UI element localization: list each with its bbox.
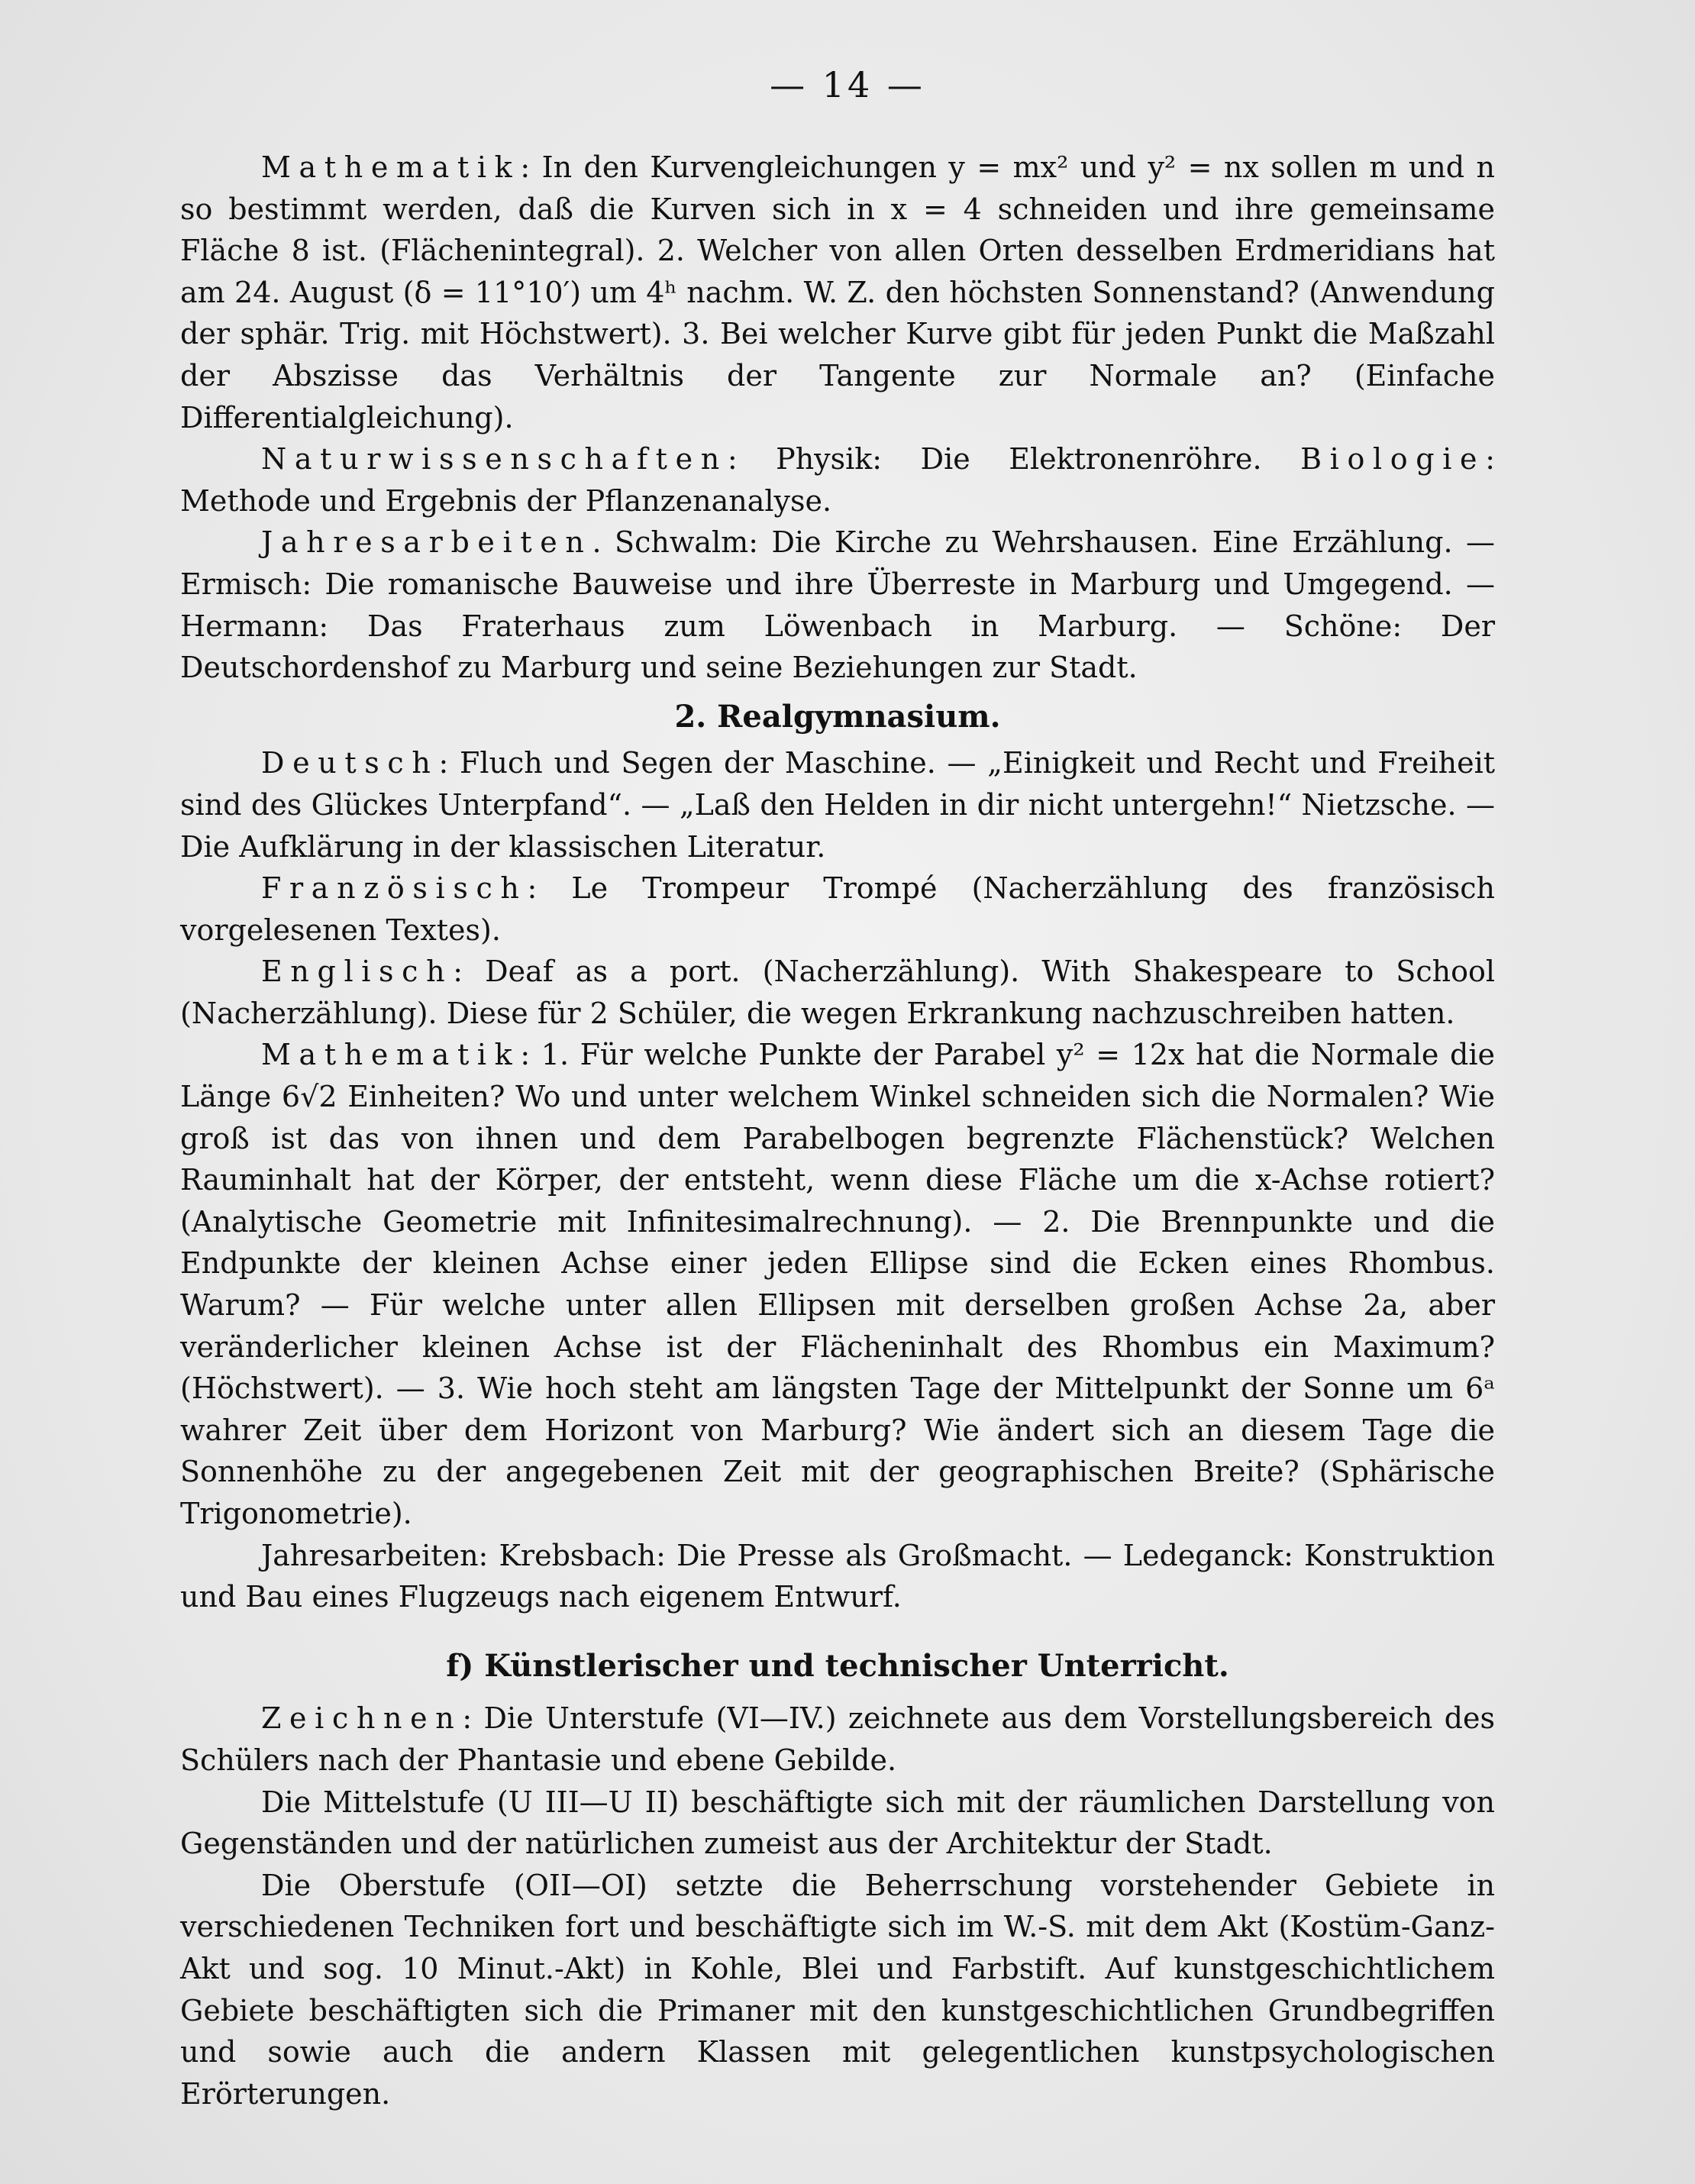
paragraph-text: : In den Kurvengleichungen y = mx² und y² = nx sollen m und n so bestimmt werden, daß die Kurven sich in x = 4 schneiden und ihre gemeinsame Fläche 8 ist. (Flächenintegral). 2. Welcher von allen Orten desselben Erdmeridians hat am 24. August (δ = 11°10′) um 4ʰ nachm. W. Z. den höchsten Sonnenstand? (Anwendung der sphär. Trig. mit Höchstwert). 3. Bei welcher Kurve gibt für jeden Punkt die Maßzahl der Abszisse das Verhältnis der Tangente zur Normale an? (Einfache Differentialgleichung). xyxy=(180,150,1495,435)
paragraph-jahresarbeiten-gymnasium xyxy=(180,522,1495,688)
paragraph-text: : Die Unterstufe (VI—IV.) zeichnete aus dem Vorstellungsbereich des Schülers nach der Phantasie und ebene Gebilde. xyxy=(180,1701,1495,1777)
subject-label: Jahresarbeiten xyxy=(261,1538,479,1572)
subject-label: Zeichnen xyxy=(261,1701,463,1736)
paragraph-text: : Le Trompeur Trompé (Nacherzählung des französisch vorgelesenen Textes). xyxy=(180,871,1495,947)
section-heading-kuenstlerisch: f) Künstlerischer und technischer Unterricht. xyxy=(446,1647,1229,1684)
paragraph-text: : Methode und Ergebnis der Pflanzenanalyse. xyxy=(180,442,1495,518)
paragraph-jahresarbeiten-realgymnasium xyxy=(180,1535,1495,1618)
subject-label: Jahresarbeiten xyxy=(261,525,592,560)
paragraph-mittelstufe: Die Mittelstufe (U III—U II) beschäftigte sich mit der räumlichen Darstellung von Gegenständen und der natürlichen zumeist aus der Architektur der Stadt. xyxy=(180,1785,1495,1861)
subject-label: Mathematik xyxy=(261,1038,521,1072)
paragraph-deutsch xyxy=(180,742,1495,867)
paragraph-englisch xyxy=(180,951,1495,1034)
subject-label: Englisch xyxy=(261,955,454,989)
paragraph-mathematik-realgymnasium xyxy=(180,1034,1495,1534)
paragraph-zeichnen xyxy=(180,1698,1495,1781)
subject-label: Mathematik xyxy=(261,150,521,184)
subject-label: Französisch xyxy=(261,871,528,906)
subject-label: Deutsch xyxy=(261,746,439,780)
page-number: — 14 — xyxy=(770,64,925,105)
paragraph-naturwissenschaften xyxy=(180,438,1495,522)
paragraph-oberstufe: Die Oberstufe (OII—OI) setzte die Beherrschung vorstehender Gebiete in verschiedenen Techniken fort und beschäftigte sich im W.-S. mit dem Akt (Kostüm-Ganz-Akt und sog. 10 Minut.-Akt) in Kohle, Blei und Farbstift. Auf kunstgeschichtlichem Gebiete beschäftigten sich die Primaner mit den kunstgeschichtlichen Grundbegriffen und sowie auch die andern Klassen mit gelegentlichen kunstpsychologischen Erörterungen. xyxy=(180,1868,1495,2111)
section-heading-realgymnasium: 2. Realgymnasium. xyxy=(674,698,1001,735)
body-text xyxy=(180,147,1495,2115)
paragraph-text: : Deaf as a port. (Nacherzählung). With Shakespeare to School (Nacherzählung). Diese für 2 Schüler, die wegen Erkrankung nachzuschreiben hatten. xyxy=(180,955,1495,1030)
subject-label: Biologie xyxy=(1300,442,1486,477)
paragraph-franzoesisch xyxy=(180,867,1495,951)
paragraph-text: : Krebsbach: Die Presse als Großmacht. — Ledeganck: Konstruktion und Bau eines Flugzeugs nach eigenem Entwurf. xyxy=(180,1538,1495,1614)
paragraph-text: . Schwalm: Die Kirche zu Wehrshausen. Eine Erzählung. — Ermisch: Die romanische Bauweise und ihre Überreste in Marburg und Umgegend. — Hermann: Das Fraterhaus zum Löwenbach in Marburg. — Schöne: Der Deutschordenshof zu Marburg und seine Beziehungen zur Stadt. xyxy=(180,525,1495,685)
paragraph-text: : Fluch und Segen der Maschine. — „Einigkeit und Recht und Freiheit sind des Glückes Unterpfand“. — „Laß den Helden in dir nicht untergehn!“ Nietzsche. — Die Aufklärung in der klassischen Literatur. xyxy=(180,746,1495,864)
paragraph-text: : 1. Für welche Punkte der Parabel y² = 12x hat die Normale die Länge 6√2 Einheiten? Wo und unter welchem Winkel schneiden sich die Normalen? Wie groß ist das von ihnen und dem Parabelbogen begrenzte Flächenstück? Welchen Rauminhalt hat der Körper, der entsteht, wenn diese Fläche um die x-Achse rotiert? (Analytische Geometrie mit Infinitesimalrechnung). — 2. Die Brennpunkte und die Endpunkte der kleinen Achse einer jeden Ellipse sind die Ecken eines Rhombus. Warum? — Für welche unter allen Ellipsen mit derselben großen Achse 2a, aber veränderlicher kleinen Achse ist der Flächeninhalt des Rhombus ein Maximum? (Höchstwert). — 3. Wie hoch steht am längsten Tage der Mittelpunkt der Sonne um 6ᵃ wahrer Zeit über dem Horizont von Marburg? Wie ändert sich an diesem Tage die Sonnenhöhe zu der angegebenen Zeit mit der geographischen Breite? (Sphärische Trigonometrie). xyxy=(180,1038,1495,1530)
paragraph-mathematik-gymnasium xyxy=(180,147,1495,438)
paragraph-text: : Physik: Die Elektronenröhre. xyxy=(727,442,1262,477)
subject-label: Naturwissenschaften xyxy=(261,442,728,477)
